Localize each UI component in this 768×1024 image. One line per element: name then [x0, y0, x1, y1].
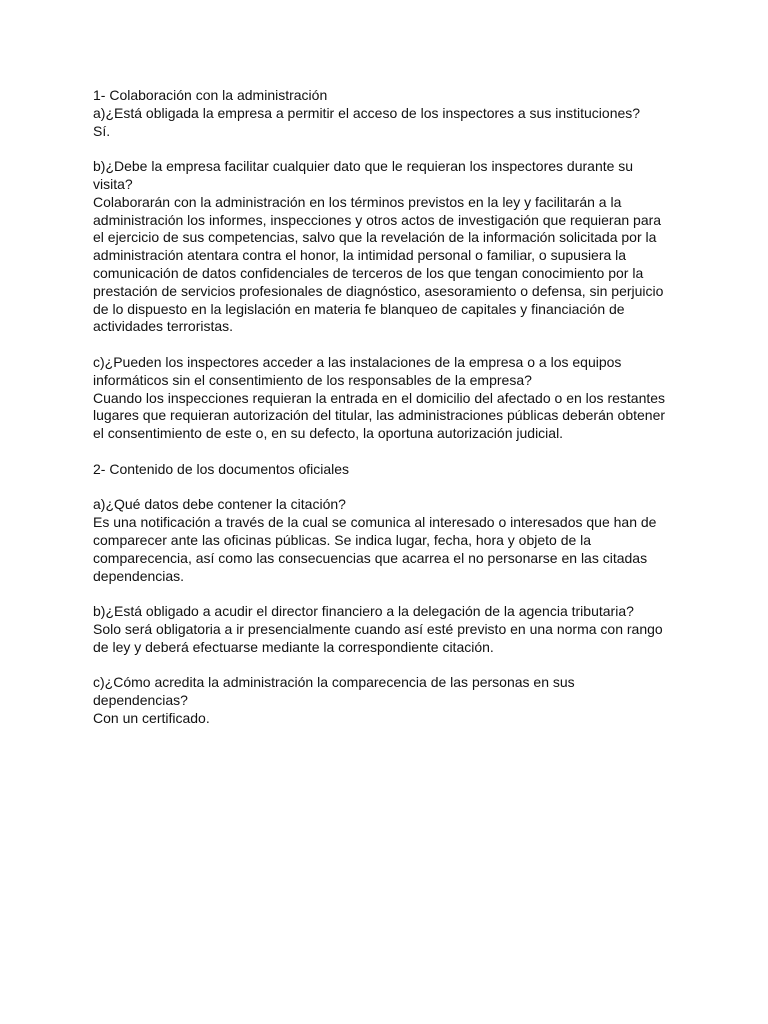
- question-block: [93, 496, 683, 585]
- answer-text: dependencias.: [93, 567, 185, 584]
- paragraph-spacer: [93, 479, 683, 497]
- answer-text: comparecer ante las oficinas públicas. Se indica lugar, fecha, hora y objeto de la: [93, 531, 592, 548]
- answer-text: el consentimiento de este o, en su defecto, la oportuna autorización judicial.: [93, 425, 564, 442]
- paragraph-spacer: [93, 140, 683, 158]
- answer-text: administración los informes, inspecciones y otros actos de investigación que requieran para: [93, 211, 662, 228]
- answer-text: Sí.: [93, 122, 111, 139]
- answer-text: Con un certificado.: [93, 709, 210, 726]
- question-block: [93, 105, 683, 141]
- paragraph-spacer: [93, 443, 683, 461]
- question-text: a)¿Está obligada la empresa a permitir el acceso de los inspectores a sus instituciones?: [93, 104, 641, 121]
- answer-text: lugares que requieran autorización del titular, las administraciones públicas deberán obtener: [93, 407, 666, 424]
- answer-text: actividades terroristas.: [93, 318, 234, 335]
- answer-text: comparecencia, así como las consecuencias que acarrea el no personarse en las citadas: [93, 549, 648, 566]
- question-block: [93, 354, 683, 443]
- question-text: dependencias?: [93, 692, 188, 709]
- section-heading: 2- Contenido de los documentos oficiales: [93, 460, 350, 477]
- paragraph-spacer: [93, 585, 683, 603]
- question-text: c)¿Pueden los inspectores acceder a las instalaciones de la empresa o a los equipos: [93, 353, 622, 370]
- question-text: b)¿Debe la empresa facilitar cualquier dato que le requieran los inspectores durante su: [93, 158, 634, 175]
- question-text: informáticos sin el consentimiento de los responsables de la empresa?: [93, 371, 532, 388]
- answer-text: comunicación de datos confidenciales de terceros de los que tengan conocimiento por la: [93, 264, 644, 281]
- answer-text: de ley y deberá efectuarse mediante la correspondiente citación.: [93, 638, 494, 655]
- answer-text: administración atentara contra el honor, la intimidad personal o familiar, o supusiera la: [93, 247, 627, 264]
- paragraph-spacer: [93, 336, 683, 354]
- answer-text: de lo dispuesto en la legislación en materia fe blanqueo de capitales y financiación de: [93, 300, 625, 317]
- question-block: [93, 674, 683, 727]
- section-heading: 1- Colaboración con la administración: [93, 87, 328, 103]
- answer-text: Solo será obligatoria a ir presencialmente cuando así esté previsto en una norma con rango: [93, 620, 663, 637]
- answer-text: Colaborarán con la administración en los términos previstos en la ley y facilitarán a la: [93, 193, 622, 210]
- answer-text: el ejercicio de sus competencias, salvo que la revelación de la información solicitada por la: [93, 229, 657, 246]
- question-text: visita?: [93, 175, 133, 192]
- paragraph-spacer: [93, 657, 683, 675]
- document-page: [93, 87, 683, 728]
- answer-text: Es una notificación a través de la cual se comunica al interesado o interesados que han de: [93, 514, 657, 531]
- question-text: c)¿Cómo acredita la administración la comparecencia de las personas en sus: [93, 674, 575, 691]
- question-block: [93, 603, 683, 656]
- question-block: [93, 158, 683, 336]
- answer-text: prestación de servicios profesionales de diagnóstico, asesoramiento o defensa, sin perjuicio: [93, 282, 664, 299]
- question-text: b)¿Está obligado a acudir el director financiero a la delegación de la agencia tributaria?: [93, 603, 634, 620]
- answer-text: Cuando los inspecciones requieran la entrada en el domicilio del afectado o en los restantes: [93, 389, 666, 406]
- question-text: a)¿Qué datos debe contener la citación?: [93, 496, 346, 513]
